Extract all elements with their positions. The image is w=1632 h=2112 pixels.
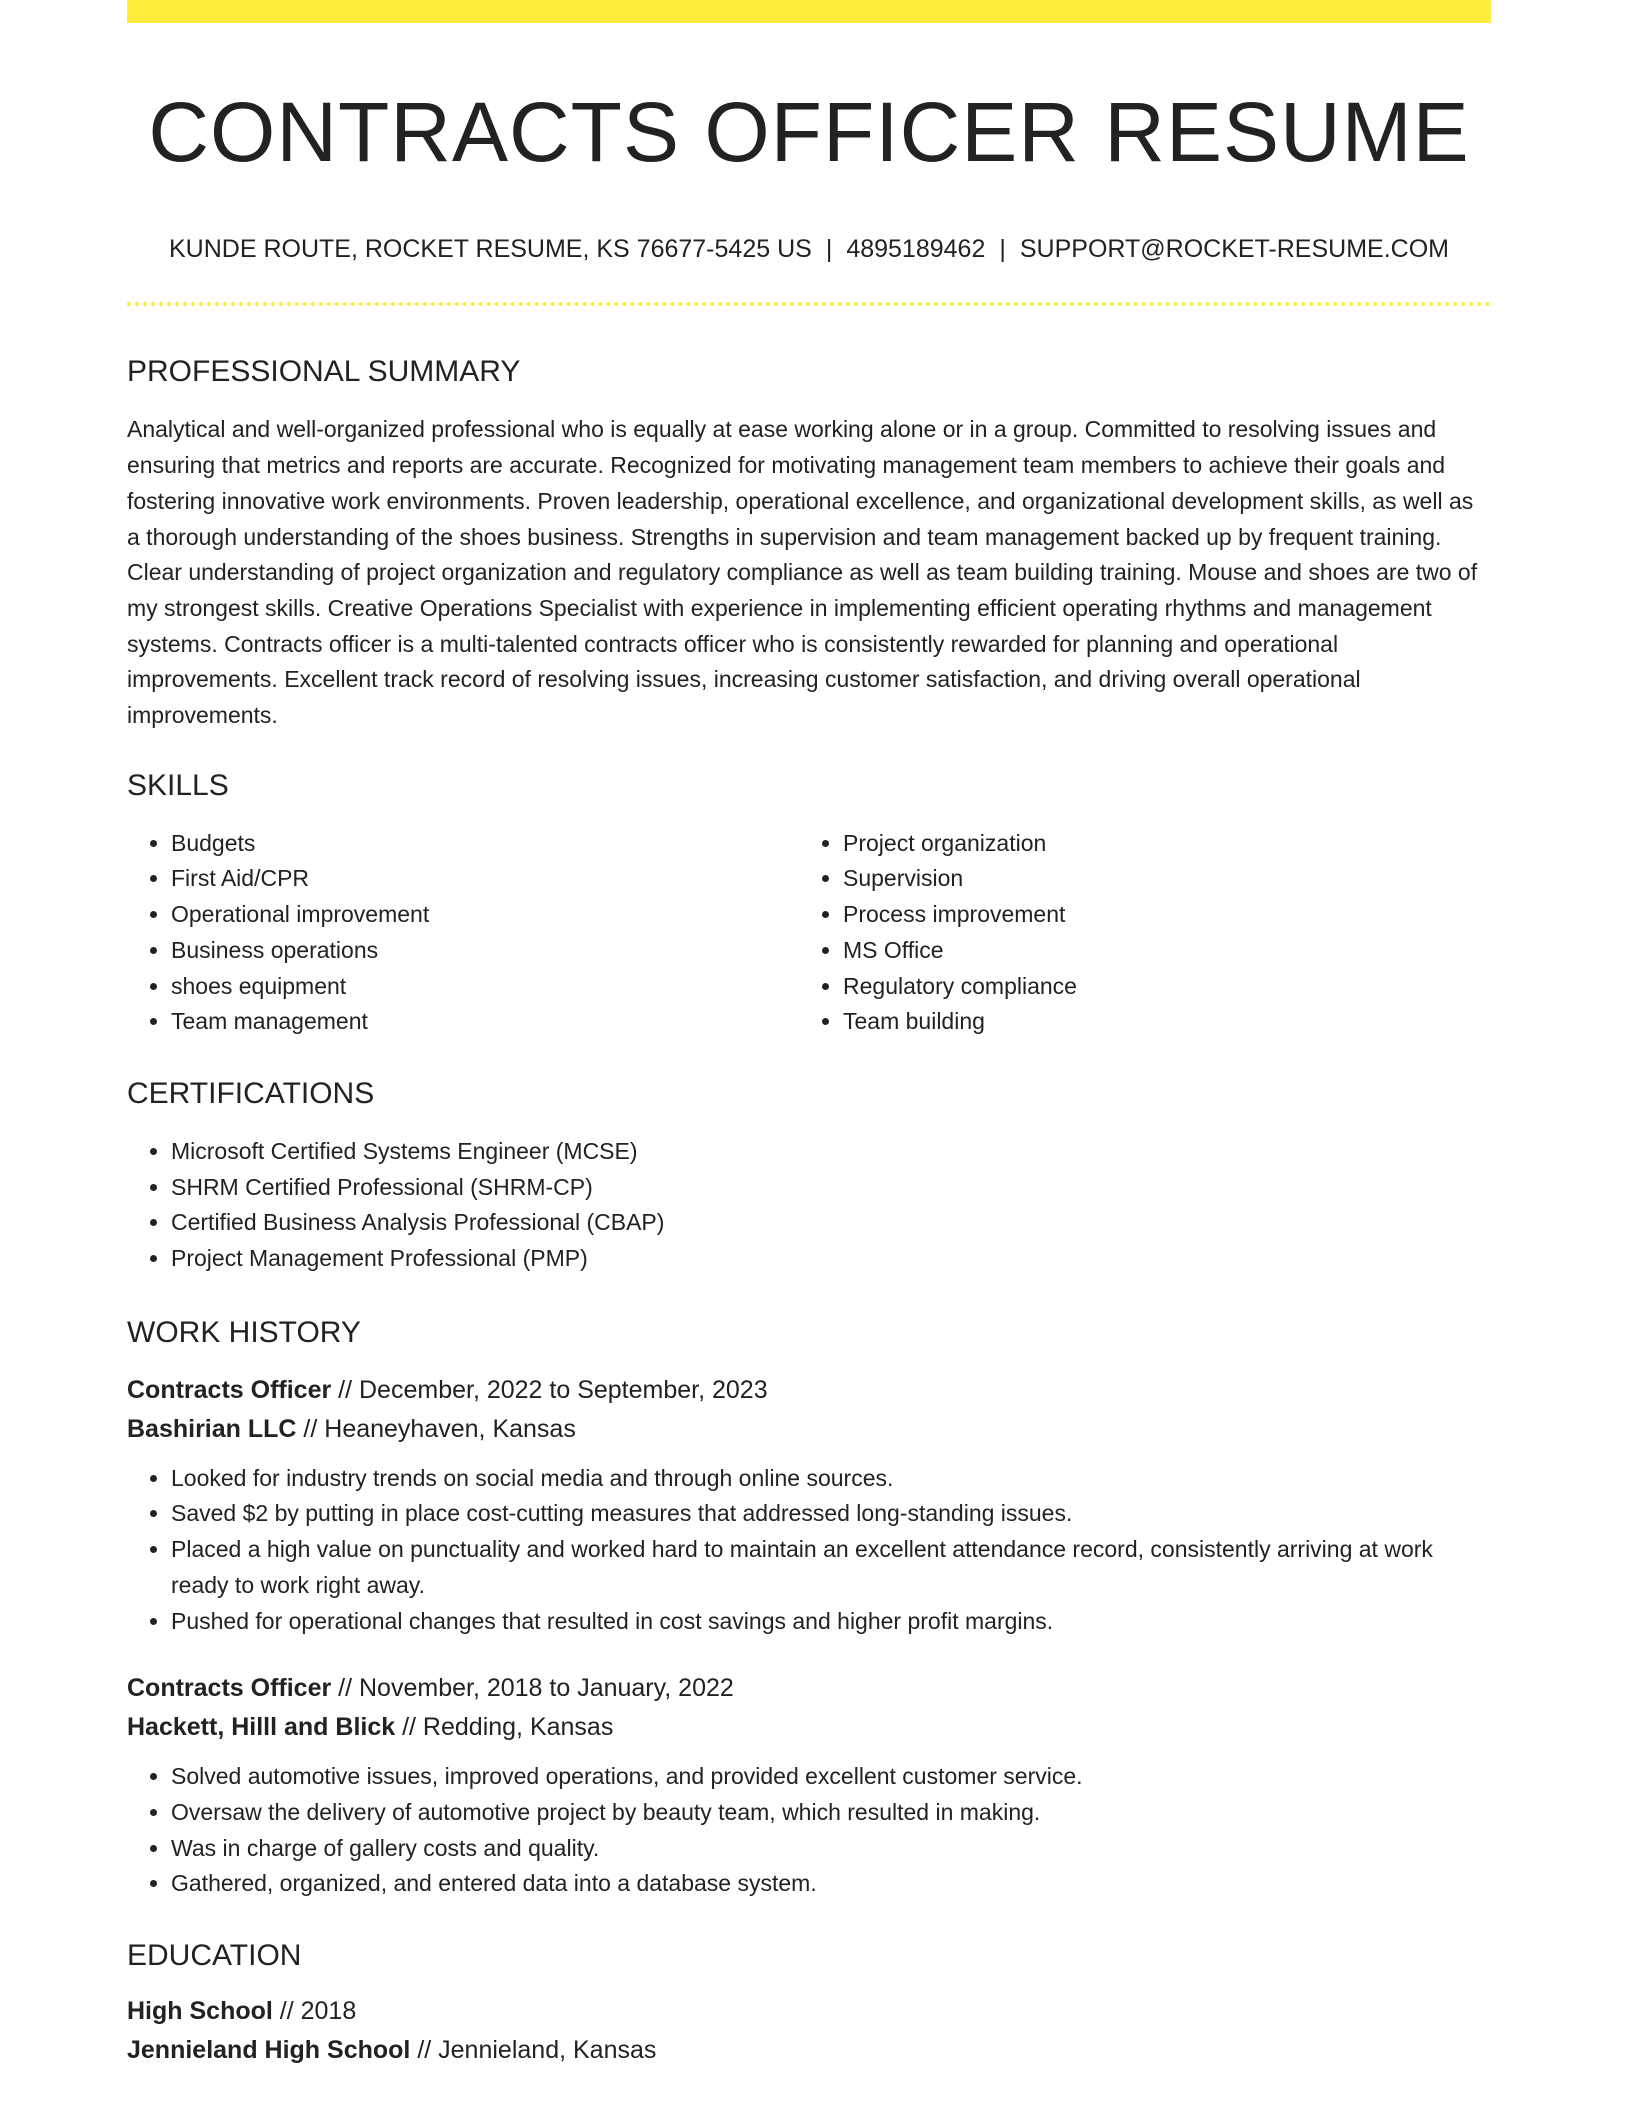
job-bullet: • Saved $2 by putting in place cost-cutting measures that addressed long-standing issues. [171,1496,1491,1532]
job-title-line [127,1371,1491,1410]
skill-item: • MS Office [843,933,1471,969]
skills-list-left [127,826,799,1040]
address: KUNDE ROUTE, ROCKET RESUME, KS 76677-5425 US [169,235,812,264]
certification-item: • Project Management Professional (PMP) [171,1241,1491,1277]
job-bullet: • Was in charge of gallery costs and quality. [171,1831,1491,1867]
education-degree: High School [127,1997,273,2026]
job-bullet: • Pushed for operational changes that resulted in cost savings and higher profit margins. [171,1604,1491,1640]
skill-item: • Process improvement [843,897,1471,933]
job-location: // Redding, Kansas [395,1713,614,1742]
skill-item: • First Aid/CPR [171,861,799,897]
certifications-section [127,1076,1491,1277]
skill-item: • Operational improvement [171,897,799,933]
certification-item: • SHRM Certified Professional (SHRM-CP) [171,1170,1491,1206]
job-location: // Heaneyhaven, Kansas [296,1414,576,1443]
job-dates: // November, 2018 to January, 2022 [331,1674,734,1703]
education-year: // 2018 [272,1997,357,2026]
education-school: Jennieland High School [127,2036,411,2065]
job-company-line [127,1410,1491,1449]
job-bullet: • Placed a high value on punctuality and worked hard to maintain an excellent attendance record, consistently arriving at work ready to work right away. [171,1532,1491,1603]
resume-title: CONTRACTS OFFICER RESUME [148,85,1470,179]
job-bullet: • Oversaw the delivery of automotive project by beauty team, which resulted in making. [171,1795,1491,1831]
skill-item: • Regulatory compliance [843,969,1471,1005]
work-history-section [127,1315,1491,1902]
job-entry [127,1669,1491,1902]
certifications-heading: CERTIFICATIONS [127,1076,375,1110]
education-school-line [127,2031,1491,2070]
skills-column-right [799,826,1471,1040]
skills-column-left [127,826,799,1040]
certification-item: • Certified Business Analysis Professional (CBAP) [171,1205,1491,1241]
education-location: // Jennieland, Kansas [410,2036,657,2065]
skill-item: • Supervision [843,861,1471,897]
skill-item: • Team building [843,1004,1471,1040]
contact-separator: | [825,235,833,264]
skill-item: • Project organization [843,826,1471,862]
job-company-line [127,1708,1491,1747]
education-entry [127,1992,1491,2070]
email: SUPPORT@ROCKET-RESUME.COM [1019,235,1449,264]
skills-list-right [799,826,1471,1040]
job-company: Hackett, Hilll and Blick [127,1713,396,1742]
work-history-heading: WORK HISTORY [127,1315,361,1349]
summary-section [127,354,1491,733]
skills-heading: SKILLS [127,768,229,802]
education-heading: EDUCATION [127,1939,302,1973]
resume-page [127,0,1491,2070]
certifications-list [127,1134,1491,1277]
job-title-line [127,1669,1491,1708]
job-bullets [127,1461,1491,1640]
accent-top-bar [127,0,1491,23]
skills-section [127,768,1491,1040]
contact-line [127,234,1491,264]
skill-item: • Team management [171,1004,799,1040]
job-bullet: • Gathered, organized, and entered data into a database system. [171,1866,1491,1902]
certification-item: • Microsoft Certified Systems Engineer (MCSE) [171,1134,1491,1170]
summary-heading: PROFESSIONAL SUMMARY [127,355,521,389]
education-degree-line [127,1992,1491,2031]
job-dates: // December, 2022 to September, 2023 [331,1375,768,1404]
job-bullet: • Solved automotive issues, improved operations, and provided excellent customer service. [171,1759,1491,1795]
job-company: Bashirian LLC [127,1414,297,1443]
skill-item: • Budgets [171,826,799,862]
job-title: Contracts Officer [127,1375,332,1404]
dotted-divider [127,302,1491,306]
job-bullet: • Looked for industry trends on social media and through online sources. [171,1461,1491,1497]
skill-item: • Business operations [171,933,799,969]
education-section [127,1938,1491,2070]
contact-separator: | [999,235,1006,264]
skills-grid [127,826,1491,1040]
job-title: Contracts Officer [127,1674,332,1703]
summary-text: Analytical and well-organized professional who is equally at ease working alone or in a group. Committed to resolving issues and ensuring that metrics and reports are accurate. Recognized for motivating management team members to achieve their goals and fostering innovative work environments. Proven leadership, operational excellence, and organizational development skills, as well as a thorough understanding of the shoes business. Strengths in supervision and team management backed up by frequent training. Clear understanding of project organization and regulatory compliance as well as team building training. Mouse and shoes are two of my strongest skills. Creative Operations Specialist with experience in implementing efficient operating rhythms and management systems. Contracts officer is a multi-talented contracts officer who is consistently rewarded for planning and operational improvements. Excellent track record of resolving issues, increasing customer satisfaction, and driving overall operational improvements. [127,416,1478,729]
job-entry [127,1371,1491,1640]
skill-item: • shoes equipment [171,969,799,1005]
job-bullets [127,1759,1491,1902]
phone: 4895189462 [846,235,986,264]
